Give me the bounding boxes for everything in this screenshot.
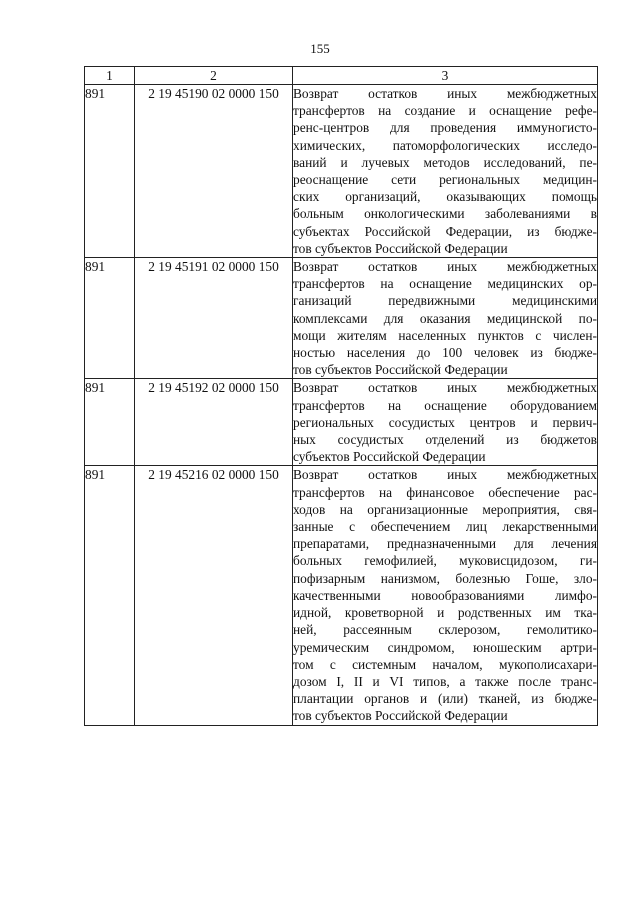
page-number: 155 [310,41,330,56]
description-line: ских организаций, оказывающих помощь [293,189,597,205]
description-line: трансфертов на создание и оснащение рефе- [293,103,597,119]
description-line: дозом I, II и VI типов, а также после транс- [293,673,597,689]
description-line: том с системным началом, мукополисахари- [293,656,597,672]
description-line: ганизаций передвижными медицинскими [293,293,597,309]
table-row [85,466,598,725]
description-line: Возврат остатков иных межбюджетных [293,380,597,396]
description-line: плантации органов и (или) тканей, из бюдже- [293,691,597,707]
description-line: больным онкологическими заболеваниями в [293,206,597,222]
budget-code-cell: 2 19 45192 02 0000 150 [135,379,293,466]
description-line: реоснащение сети региональных медицин- [293,172,597,188]
description-line: занные с обеспечением лиц лекарственными [293,519,597,535]
table-row [85,258,598,379]
budget-code-cell: 2 19 45191 02 0000 150 [135,258,293,379]
description-line: комплексами для оказания медицинской по- [293,310,597,326]
description-cell [293,258,598,379]
budget-codes-table [84,66,598,726]
description-cell [293,379,598,466]
budget-code-cell: 2 19 45190 02 0000 150 [135,85,293,258]
description-line: качественными новообразованиями лимфо- [293,587,597,603]
description-line: субъектах Российской Федерации, из бюдже- [293,223,597,239]
description-line: мощи жителям населенных пунктов с числен- [293,327,597,343]
description-cell [293,85,598,258]
description-line: Возврат остатков иных межбюджетных [293,86,597,101]
description-line: трансфертов на оснащение медицинских ор- [293,276,597,292]
description-line: ваний и лучевых методов исследований, пе- [293,154,597,170]
table-row [85,379,598,466]
description-line: тов субъектов Российской Федерации [293,362,508,378]
description-line: ных сосудистых отделений из бюджетов [293,432,597,448]
admin-code-cell: 891 [85,379,135,466]
description-line: тов субъектов Российской Федерации [293,240,508,256]
description-line: химических, патоморфологических исследо- [293,137,597,153]
admin-code-cell: 891 [85,258,135,379]
description-line: трансфертов на оснащение оборудованием [293,397,597,413]
description-line: ходов на организационные мероприятия, свя- [293,501,597,517]
description-cell [293,466,598,725]
column-header-1: 1 [85,67,135,85]
description-line: Возврат остатков иных межбюджетных [293,259,597,275]
description-line: уремическим синдромом, юношеским артри- [293,639,597,655]
table-header-row [85,67,598,85]
column-header-3: 3 [293,67,598,85]
description-line: региональных сосудистых центров и первич- [293,414,597,430]
table-row [85,85,598,258]
description-line: больных гемофилией, муковисцидозом, ги- [293,553,597,569]
description-line: препаратами, предназначенными для лечения [293,536,597,552]
description-line: идной, кроветворной и родственных им тка- [293,605,597,621]
description-line: ренс-центров для проведения иммуногисто- [293,120,597,136]
description-line: пофизарным нанизмом, болезнью Гоше, зло- [293,570,597,586]
description-line: трансфертов на финансовое обеспечение рас- [293,484,597,500]
column-header-2: 2 [135,67,293,85]
description-line: тов субъектов Российской Федерации [293,708,508,724]
description-line: Возврат остатков иных межбюджетных [293,467,597,483]
description-line: субъектов Российской Федерации [293,449,486,465]
admin-code-cell: 891 [85,85,135,258]
budget-code-cell: 2 19 45216 02 0000 150 [135,466,293,725]
description-line: ней, рассеянным склерозом, гемолитико- [293,622,597,638]
admin-code-cell: 891 [85,466,135,725]
description-line: ностью населения до 100 человек из бюдже- [293,345,597,361]
